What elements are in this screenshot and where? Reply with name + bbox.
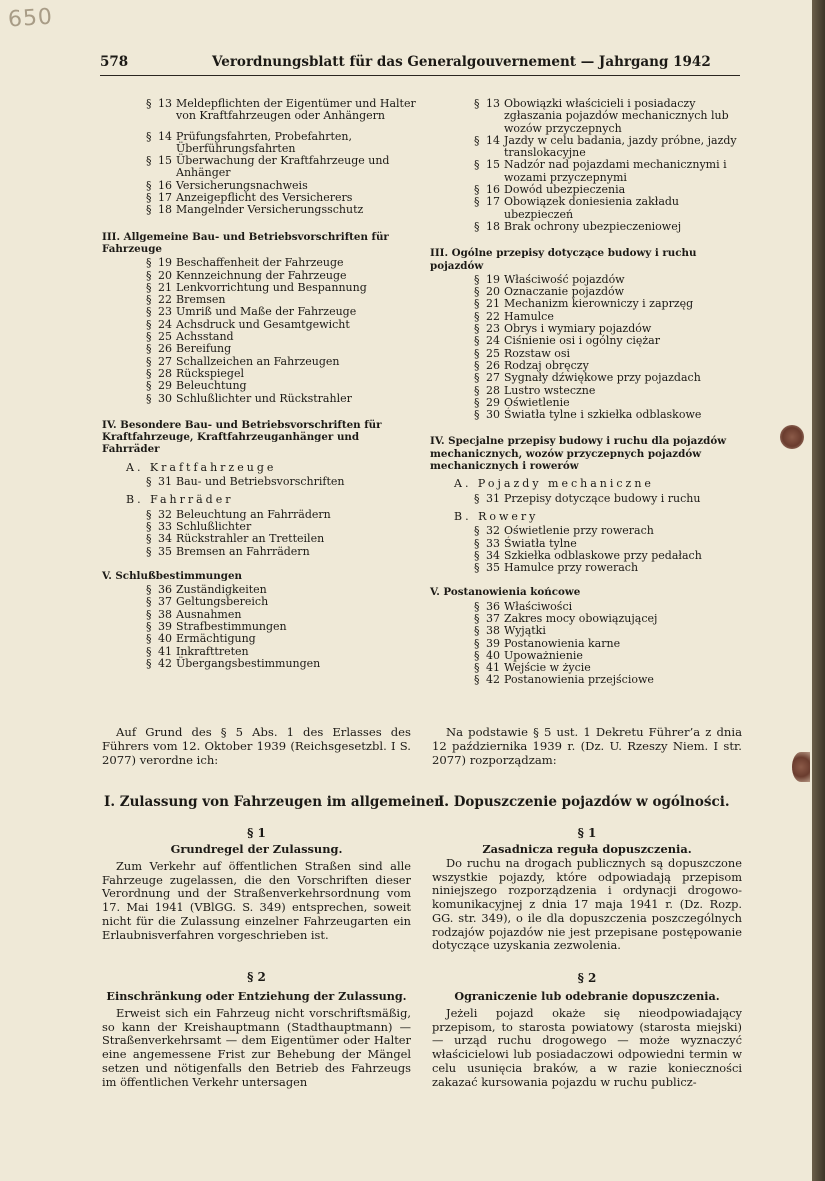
toc-section: [102, 231, 416, 405]
section-sign: §: [146, 129, 152, 143]
section-sign: §: [146, 644, 152, 658]
toc-item: [474, 298, 745, 310]
toc-item: [146, 658, 416, 670]
toc-item-title: Umriß und Maße der Fahrzeuge: [176, 305, 357, 319]
toc-item-title: Właściwość pojazdów: [504, 272, 625, 286]
toc-item: [474, 221, 745, 233]
toc-item: [146, 306, 416, 318]
toc-items: [146, 257, 416, 405]
toc-item-title: Rozstaw osi: [504, 346, 571, 360]
section-sign: §: [146, 507, 152, 521]
toc-item-title: Ciśnienie osi i ogólny ciężar: [504, 334, 660, 348]
toc-section: [102, 98, 416, 217]
toc-item-number: 34: [486, 548, 500, 562]
toc-item-number: 35: [486, 561, 500, 575]
section-sign: §: [474, 561, 480, 575]
section-sign: §: [474, 97, 480, 110]
toc-item-number: 18: [158, 203, 172, 217]
journal-title: Verordnungsblatt für das Generalgouvernement — Jahrgang 1942: [212, 54, 711, 70]
toc-item-number: 16: [486, 183, 500, 197]
section-sign: §: [146, 256, 152, 270]
toc-item-number: 40: [158, 632, 172, 646]
toc-item-number: 17: [486, 195, 500, 209]
part1-title-polish: I. Dopuszczenie pojazdów w ogólności.: [438, 794, 730, 810]
toc-item-number: 23: [158, 305, 172, 319]
section-sign: §: [474, 599, 480, 613]
toc-item-number: 18: [486, 219, 500, 233]
toc-item-title: Oświetlenie: [504, 395, 570, 409]
toc-item-title: Schlußlichter: [176, 519, 252, 533]
toc-section: [102, 419, 416, 558]
toc-item: [474, 135, 745, 160]
toc-item: [146, 393, 416, 405]
toc-item-number: 20: [486, 285, 500, 299]
section-sign: §: [146, 203, 152, 217]
toc-item-title: Übergangsbestimmungen: [176, 656, 321, 670]
section-1-heading-polish: Zasadnicza reguła dopuszczenia.: [482, 842, 692, 856]
section-sign: §: [474, 195, 480, 209]
section-sign: §: [474, 358, 480, 372]
toc-subsection-label: A. Kraftfahrzeuge: [126, 460, 277, 474]
toc-item-title: Beschaffenheit der Fahrzeuge: [176, 256, 344, 270]
section-sign: §: [474, 661, 480, 675]
section-sign: §: [474, 395, 480, 409]
toc-item: [474, 562, 745, 574]
toc-item: [146, 546, 416, 558]
toc-item-number: 13: [486, 97, 500, 110]
toc-item-title: Mangelnder Versicherungsschutz: [176, 203, 364, 217]
toc-item-title: Schlußlichter und Rückstrahler: [176, 391, 352, 405]
toc-item: [474, 98, 745, 135]
toc-item-number: 36: [158, 583, 172, 597]
toc-item-title: Achsstand: [176, 330, 234, 344]
toc-item-number: 35: [158, 544, 172, 558]
section-2-text-polish: Jeżeli pojazd okaże się nieodpowiadający przepisom, to starosta powiatowy (starosta miejski) — urząd ruchu drogowego — może wyznaczyć właścicielowi lub posiadaczowi odpowiedni termin w celu usunięcia braków, a w razie konieczności zakazać kursowania pojazdu w ruchu publicz-: [432, 1006, 742, 1089]
toc-item-number: 32: [486, 524, 500, 538]
toc-item: [474, 159, 745, 184]
toc-item: [474, 625, 745, 637]
toc-items: [474, 98, 745, 233]
toc-section-heading: III. Allgemeine Bau- und Betriebsvorschriften für Fahrzeuge: [102, 230, 389, 255]
toc-item-number: 32: [158, 507, 172, 521]
toc-item-number: 42: [486, 673, 500, 687]
toc-item-title: Zakres mocy obowiązującej: [504, 611, 658, 625]
section-sign: §: [146, 366, 152, 380]
toc-item-title: Lenkvorrichtung und Bespannung: [176, 280, 367, 294]
toc-item: [146, 343, 416, 355]
toc-item-title: Sygnały dźwiękowe przy pojazdach: [504, 371, 701, 385]
toc-item-title: Upoważnienie: [504, 648, 583, 662]
toc-item: [474, 335, 745, 347]
toc-item-number: 31: [486, 491, 500, 505]
toc-item-number: 41: [158, 644, 172, 658]
toc-item: [146, 596, 416, 608]
toc-item-number: 16: [158, 178, 172, 192]
toc-item-title: Bau- und Betriebsvorschriften: [176, 475, 345, 489]
toc-item-number: 22: [158, 293, 172, 307]
toc-item-number: 19: [158, 256, 172, 270]
intro-german: Auf Grund des § 5 Abs. 1 des Erlasses des Führers vom 12. Oktober 1939 (Reichsgesetzbl. I S. 2077) verordne ich:: [102, 725, 411, 767]
toc-item: [146, 633, 416, 645]
toc-item-number: 21: [486, 297, 500, 311]
toc-item-title: Überwachung der Kraftfahrzeuge und Anhänger: [176, 154, 390, 180]
toc-item-number: 26: [158, 342, 172, 356]
intro-polish: Na podstawie § 5 ust. 1 Dekretu Führer’a z dnia 12 października 1939 r. (Dz. U. Rzeszy Niem. I str. 2077) rozporządzam:: [432, 725, 742, 767]
toc-item-number: 33: [158, 519, 172, 533]
toc-item-title: Meldepflichten der Eigentümer und Halter von Kraftfahrzeugen oder Anhängern: [176, 97, 416, 123]
section-1-label-german: § 1: [247, 826, 266, 840]
toc-item: [146, 155, 416, 180]
toc-item: [146, 476, 416, 488]
toc-item-title: Mechanizm kierowniczy i zaprzęg: [504, 297, 694, 311]
toc-item: [146, 131, 416, 156]
toc-section: [430, 586, 745, 686]
section-sign: §: [146, 391, 152, 405]
section-sign: §: [146, 583, 152, 597]
toc-item-title: Ausnahmen: [176, 607, 242, 621]
toc-item: [146, 533, 416, 545]
section-sign: §: [474, 183, 480, 197]
section-sign: §: [146, 354, 152, 368]
toc-item-number: 36: [486, 599, 500, 613]
toc-item: [474, 674, 745, 686]
toc-item-number: 39: [486, 636, 500, 650]
toc-item: [146, 204, 416, 216]
toc-section-heading: V. Postanowienia końcowe: [430, 586, 581, 599]
toc-section-heading: III. Ogólne przepisy dotyczące budowy i ruchu pojazdów: [430, 247, 697, 272]
section-sign: §: [146, 330, 152, 344]
section-sign: §: [146, 519, 152, 533]
toc-item-number: 37: [486, 611, 500, 625]
toc-item-title: Oświetlenie przy rowerach: [504, 524, 654, 538]
toc-item-number: 23: [486, 322, 500, 336]
toc-section: [430, 247, 745, 421]
toc-item-title: Kennzeichnung der Fahrzeuge: [176, 268, 347, 282]
toc-item: [474, 493, 745, 505]
toc-item: [146, 257, 416, 269]
punch-hole: [792, 752, 810, 782]
toc-item-title: Nadzór nad pojazdami mechanicznymi i wozami przyczepnymi: [504, 158, 727, 184]
toc-item-number: 22: [486, 309, 500, 323]
section-sign: §: [474, 673, 480, 687]
section-sign: §: [474, 334, 480, 348]
toc-item-title: Anzeigepflicht des Versicherers: [176, 191, 353, 205]
toc-item-title: Geltungsbereich: [176, 595, 269, 609]
toc-item-title: Oznaczanie pojazdów: [504, 285, 625, 299]
part1-title-german: I. Zulassung von Fahrzeugen im allgemeinen.: [104, 794, 449, 810]
toc-items: [474, 601, 745, 687]
section-sign: §: [146, 632, 152, 646]
toc-section-heading: IV. Specjalne przepisy budowy i ruchu dla pojazdów mechanicznych, wozów przyczepnych pojazdów mechanicznych i rowerów: [430, 435, 727, 473]
section-sign: §: [474, 219, 480, 233]
toc-item-title: Jazdy w celu badania, jazdy próbne, jazdy translokacyjne: [504, 133, 737, 160]
toc-item-title: Wyjątki: [504, 624, 546, 638]
header-rule: [100, 75, 740, 76]
toc-section: [102, 570, 416, 670]
toc-item-number: 20: [158, 268, 172, 282]
toc-item-number: 39: [158, 619, 172, 633]
toc-items: [474, 274, 745, 422]
toc-item-number: 30: [158, 391, 172, 405]
toc-item-title: Brak ochrony ubezpieczeniowej: [504, 219, 682, 233]
toc-item-number: 28: [158, 366, 172, 380]
section-sign: §: [146, 475, 152, 489]
section-sign: §: [474, 491, 480, 505]
toc-item: [146, 98, 416, 123]
section-2-label-polish: § 2: [577, 971, 597, 985]
toc-item-number: 27: [158, 354, 172, 368]
toc-item-number: 30: [486, 408, 500, 422]
section-sign: §: [474, 346, 480, 360]
toc-section: [430, 98, 745, 233]
toc-item-title: Bremsen: [176, 293, 226, 307]
toc-item: [474, 525, 745, 537]
toc-item-title: Bereifung: [176, 342, 232, 356]
toc-item-number: 21: [158, 280, 172, 294]
toc-item-title: Hamulce przy rowerach: [504, 561, 639, 575]
toc-subsection-label: B. Fahrräder: [126, 493, 234, 507]
toc-item-title: Bremsen an Fahrrädern: [176, 544, 310, 558]
toc-items: [146, 584, 416, 670]
toc-item-title: Szkiełka odblaskowe przy pedałach: [504, 548, 702, 562]
toc-item-number: 38: [486, 624, 500, 638]
page-number: 578: [100, 54, 129, 70]
toc-item-title: Właściwości: [504, 599, 573, 613]
toc-item-title: Postanowienia karne: [504, 636, 621, 650]
toc-item-number: 31: [158, 475, 172, 489]
section-sign: §: [474, 158, 480, 172]
section-sign: §: [474, 272, 480, 286]
toc-item: [474, 409, 745, 421]
toc-item-number: 25: [158, 330, 172, 344]
section-1-text-polish: Do ruchu na drogach publicznych są dopuszczone wszystkie pojazdy, które odpowiadają przepisom niniejszego rozporządzenia i ordynacji drogowo-komunikacyjnej z dnia 17 maja 1941 r. (Dz. Rozp. GG. str. 349), o ile dla dopuszczenia poszczególnych rodzajów pojazdów nie jest przepisane postępowanie dotyczące uzyskania zezwolenia.: [432, 856, 742, 953]
toc-item-number: 38: [158, 607, 172, 621]
section-1-label-polish: § 1: [577, 826, 597, 840]
section-sign: §: [146, 305, 152, 319]
toc-item-title: Hamulce: [504, 309, 554, 323]
toc-item-title: Obowiązek doniesienia zakładu ubezpieczeń: [504, 195, 680, 221]
section-2-heading-polish: Ograniczenie lub odebranie dopuszczenia.: [454, 989, 720, 1003]
toc-section-heading: V. Schlußbestimmungen: [102, 569, 242, 582]
section-sign: §: [474, 624, 480, 638]
section-sign: §: [474, 371, 480, 385]
section-sign: §: [474, 548, 480, 562]
toc-item-title: Rückspiegel: [176, 366, 244, 380]
toc-subsection-label: A. Pojazdy mechaniczne: [454, 477, 654, 491]
toc-item-title: Prüfungsfahrten, Probefahrten, Überführungsfahrten: [176, 129, 352, 155]
section-sign: §: [146, 595, 152, 609]
toc-item-number: 34: [158, 532, 172, 546]
section-sign: §: [146, 317, 152, 331]
toc-item: [474, 372, 745, 384]
toc-items: [146, 476, 416, 488]
toc-item-title: Obrys i wymiary pojazdów: [504, 322, 652, 336]
toc-item-title: Światła tylne i szkiełka odblaskowe: [504, 408, 702, 422]
section-sign: §: [474, 297, 480, 311]
toc-item: [474, 538, 745, 550]
section-sign: §: [146, 191, 152, 205]
section-2-label-german: § 2: [247, 970, 266, 984]
section-sign: §: [474, 408, 480, 422]
toc-item-title: Beleuchtung: [176, 379, 247, 393]
toc-item-number: 15: [158, 154, 172, 168]
section-sign: §: [146, 619, 152, 633]
section-sign: §: [474, 524, 480, 538]
toc-item-number: 13: [158, 97, 172, 110]
toc-item-title: Obowiązki właścicieli i posiadaczy zgłaszania pojazdów mechanicznych lub wozów przyczepnych: [504, 97, 729, 135]
toc-item-title: Beleuchtung an Fahrrädern: [176, 507, 331, 521]
toc-item-number: 40: [486, 648, 500, 662]
toc-item-number: 29: [158, 379, 172, 393]
toc-item-number: 15: [486, 158, 500, 172]
toc-item-number: 42: [158, 656, 172, 670]
section-sign: §: [474, 133, 480, 147]
page-edge: [812, 0, 825, 1181]
toc-item-number: 24: [486, 334, 500, 348]
toc-item-number: 14: [486, 133, 500, 147]
toc-item-title: Światła tylne: [504, 536, 577, 550]
section-sign: §: [146, 280, 152, 294]
toc-item-title: Rodzaj obręczy: [504, 358, 589, 372]
section-2-text-german: Erweist sich ein Fahrzeug nicht vorschriftsmäßig, so kann der Kreishauptmann (Stadthauptmann) — Straßenverkehrsamt — dem Eigentümer oder Halter eine angemessene Frist zur Behebung der Mängel setzen und nötigenfalls den Betrieb des Fahrzeugs im öffentlichen Verkehr untersagen: [102, 1006, 411, 1089]
toc-item-title: Zuständigkeiten: [176, 583, 267, 597]
toc-item-title: Ermächtigung: [176, 632, 256, 646]
section-sign: §: [474, 309, 480, 323]
toc-item-number: 27: [486, 371, 500, 385]
toc-item-title: Schallzeichen an Fahrzeugen: [176, 354, 340, 368]
section-sign: §: [146, 97, 152, 110]
section-sign: §: [146, 544, 152, 558]
toc-section: [430, 435, 745, 574]
toc-item-number: 17: [158, 191, 172, 205]
toc-items: [146, 98, 416, 217]
punch-hole: [780, 425, 804, 449]
toc-item-number: 29: [486, 395, 500, 409]
toc-item-number: 14: [158, 129, 172, 143]
toc-item-title: Versicherungsnachweis: [176, 178, 308, 192]
toc-item: [146, 270, 416, 282]
toc-item-title: Inkrafttreten: [176, 644, 249, 658]
section-sign: §: [146, 268, 152, 282]
toc-item-title: Postanowienia przejściowe: [504, 673, 654, 687]
section-sign: §: [474, 611, 480, 625]
section-1-heading-german: Grundregel der Zulassung.: [170, 842, 343, 856]
toc-item: [474, 196, 745, 221]
toc-item-number: 41: [486, 661, 500, 675]
section-sign: §: [474, 636, 480, 650]
toc-item-title: Dowód ubezpieczenia: [504, 183, 626, 197]
toc-subsection-label: B. Rowery: [454, 509, 539, 523]
section-sign: §: [146, 154, 152, 168]
toc-items: [146, 509, 416, 558]
toc-item-title: Wejście w życie: [504, 661, 591, 675]
section-sign: §: [146, 532, 152, 546]
toc-item: [146, 380, 416, 392]
toc-item-title: Strafbestimmungen: [176, 619, 287, 633]
toc-item-title: Przepisy dotyczące budowy i ruchu: [504, 491, 701, 505]
toc-item-title: Rückstrahler an Tretteilen: [176, 532, 325, 546]
toc-section-heading: IV. Besondere Bau- und Betriebsvorschriften für Kraftfahrzeuge, Kraftfahrzeuganhänger und Fahrräder: [102, 418, 382, 456]
section-sign: §: [474, 285, 480, 299]
toc-item-number: 37: [158, 595, 172, 609]
section-sign: §: [146, 342, 152, 356]
section-sign: §: [474, 322, 480, 336]
section-sign: §: [146, 379, 152, 393]
section-2-heading-german: Einschränkung oder Entziehung der Zulassung.: [106, 989, 407, 1003]
toc-item-title: Lustro wsteczne: [504, 383, 596, 397]
toc-item-number: 28: [486, 383, 500, 397]
toc-item-number: 26: [486, 358, 500, 372]
toc-item: [474, 385, 745, 397]
toc-item-number: 25: [486, 346, 500, 360]
section-sign: §: [474, 383, 480, 397]
toc-german: [102, 96, 416, 670]
section-sign: §: [146, 607, 152, 621]
section-sign: §: [474, 648, 480, 662]
toc-item-number: 19: [486, 272, 500, 286]
toc-polish: [430, 96, 745, 687]
section-sign: §: [146, 656, 152, 670]
section-sign: §: [146, 293, 152, 307]
section-1-text-german: Zum Verkehr auf öffentlichen Straßen sind alle Fahrzeuge zugelassen, die den Vorschriften dieser Verordnung und der Straßenverkehrsordnung vom 17. Mai 1941 (VBlGG. S. 349) entsprechen, soweit nicht für die Zulassung einzelner Fahrzeugarten ein Erlaubnisverfahren vorgeschrieben ist.: [102, 859, 411, 942]
section-sign: §: [146, 178, 152, 192]
section-sign: §: [474, 536, 480, 550]
toc-items: [474, 493, 745, 505]
archive-number: 650: [7, 4, 54, 33]
toc-item-number: 33: [486, 536, 500, 550]
toc-item-title: Achsdruck und Gesamtgewicht: [176, 317, 350, 331]
toc-items: [474, 525, 745, 574]
toc-item-number: 24: [158, 317, 172, 331]
